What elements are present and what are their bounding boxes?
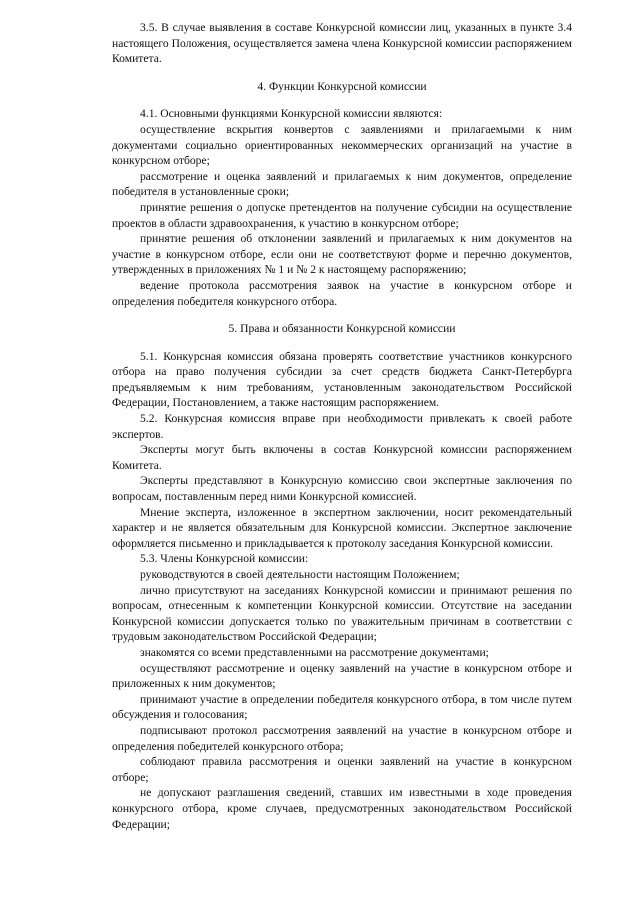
list-item: принимают участие в определении победителя конкурсного отбора, в том числе путем обсуждения и голосования; — [112, 692, 572, 722]
list-item: ведение протокола рассмотрения заявок на участие в конкурсном отборе и определения победителя конкурсного отбора. — [112, 278, 572, 308]
paragraph-5-3: 5.3. Члены Конкурсной комиссии: — [140, 552, 309, 566]
list-item: знакомятся со всеми представленными на рассмотрение документами; — [140, 645, 489, 659]
list-item: лично присутствуют на заседаниях Конкурсной комиссии и принимают решения по вопросам, отнесенным к компетенции Конкурсной комиссии. Отсутствие на заседании Конкурсной комиссии допускается только по уважительным причинам в соответствии с трудовым законодательством Российской Федерации; — [112, 583, 572, 644]
list-item: осуществляют рассмотрение и оценку заявлений на участие в конкурсном отборе и приложенных к ним документов; — [112, 661, 572, 691]
list-item: осуществление вскрытия конвертов с заявлениями и прилагаемыми к ним документами социально ориентированных некоммерческих организаций на участие в конкурсном отборе; — [112, 122, 572, 168]
paragraph-4-1: 4.1. Основными функциями Конкурсной комиссии являются: — [140, 107, 443, 121]
paragraph: Эксперты представляют в Конкурсную комиссию свои экспертные заключения по вопросам, поставленным перед ними Конкурсной комиссией. — [112, 474, 572, 504]
list-item: руководствуются в своей деятельности настоящим Положением; — [140, 568, 460, 581]
section-5-heading: 5. Права и обязанности Конкурсной комиссии — [228, 322, 456, 336]
section-4-heading: 4. Функции Конкурсной комиссии — [257, 79, 427, 93]
paragraph-5-1: 5.1. Конкурсная комиссия обязана проверять соответствие участников конкурсного отбора на право получения субсидии за счет средств бюджета Санкт-Петербурга предъявляемым к ним требованиям, установленным законодательством Российской Федерации, Постановлением, а также настоящим распоряжением. — [112, 349, 572, 410]
list-item: подписывают протокол рассмотрения заявлений на участие в конкурсном отборе и определения победителей конкурсного отбора; — [112, 723, 572, 753]
paragraph: Эксперты могут быть включены в состав Конкурсной комиссии распоряжением Комитета. — [112, 443, 572, 472]
paragraph-5-2: 5.2. Конкурсная комиссия вправе при необходимости привлекать к своей работе экспертов. — [112, 412, 572, 441]
list-item: соблюдают правила рассмотрения и оценки заявлений на участие в конкурсном отборе; — [112, 755, 572, 784]
list-item: принятие решения о допуске претендентов на получение субсидии на осуществление проектов в области здравоохранения, к участию в конкурсном отборе; — [112, 200, 572, 230]
list-item: рассмотрение и оценка заявлений и прилагаемых к ним документов, определение победителя в установленные сроки; — [112, 169, 572, 199]
list-item: принятие решения об отклонении заявлений и прилагаемых к ним документов на участие в конкурсном отборе, если они не соответствуют форме и перечню документов, утвержденных в приложениях № 1 и № 2 к настоящему распоряжению; — [112, 232, 572, 277]
list-item: не допускают разглашения сведений, ставших им известными в ходе проведения конкурсного отбора, кроме случаев, предусмотренных законодательством Российской Федерации; — [112, 786, 572, 831]
paragraph-3-5: 3.5. В случае выявления в составе Конкурсной комиссии лиц, указанных в пункте 3.4 настоящего Положения, осуществляется замена члена Конкурсной комиссии распоряжением Комитета. — [112, 21, 572, 66]
paragraph: Мнение эксперта, изложенное в экспертном заключении, носит рекомендательный характер и не является обязательным для Конкурсной комиссии. Экспертное заключение оформляется письменно и прикладывается к протоколу заседания Конкурсной комиссии. — [112, 505, 572, 550]
document-page — [112, 20, 572, 832]
